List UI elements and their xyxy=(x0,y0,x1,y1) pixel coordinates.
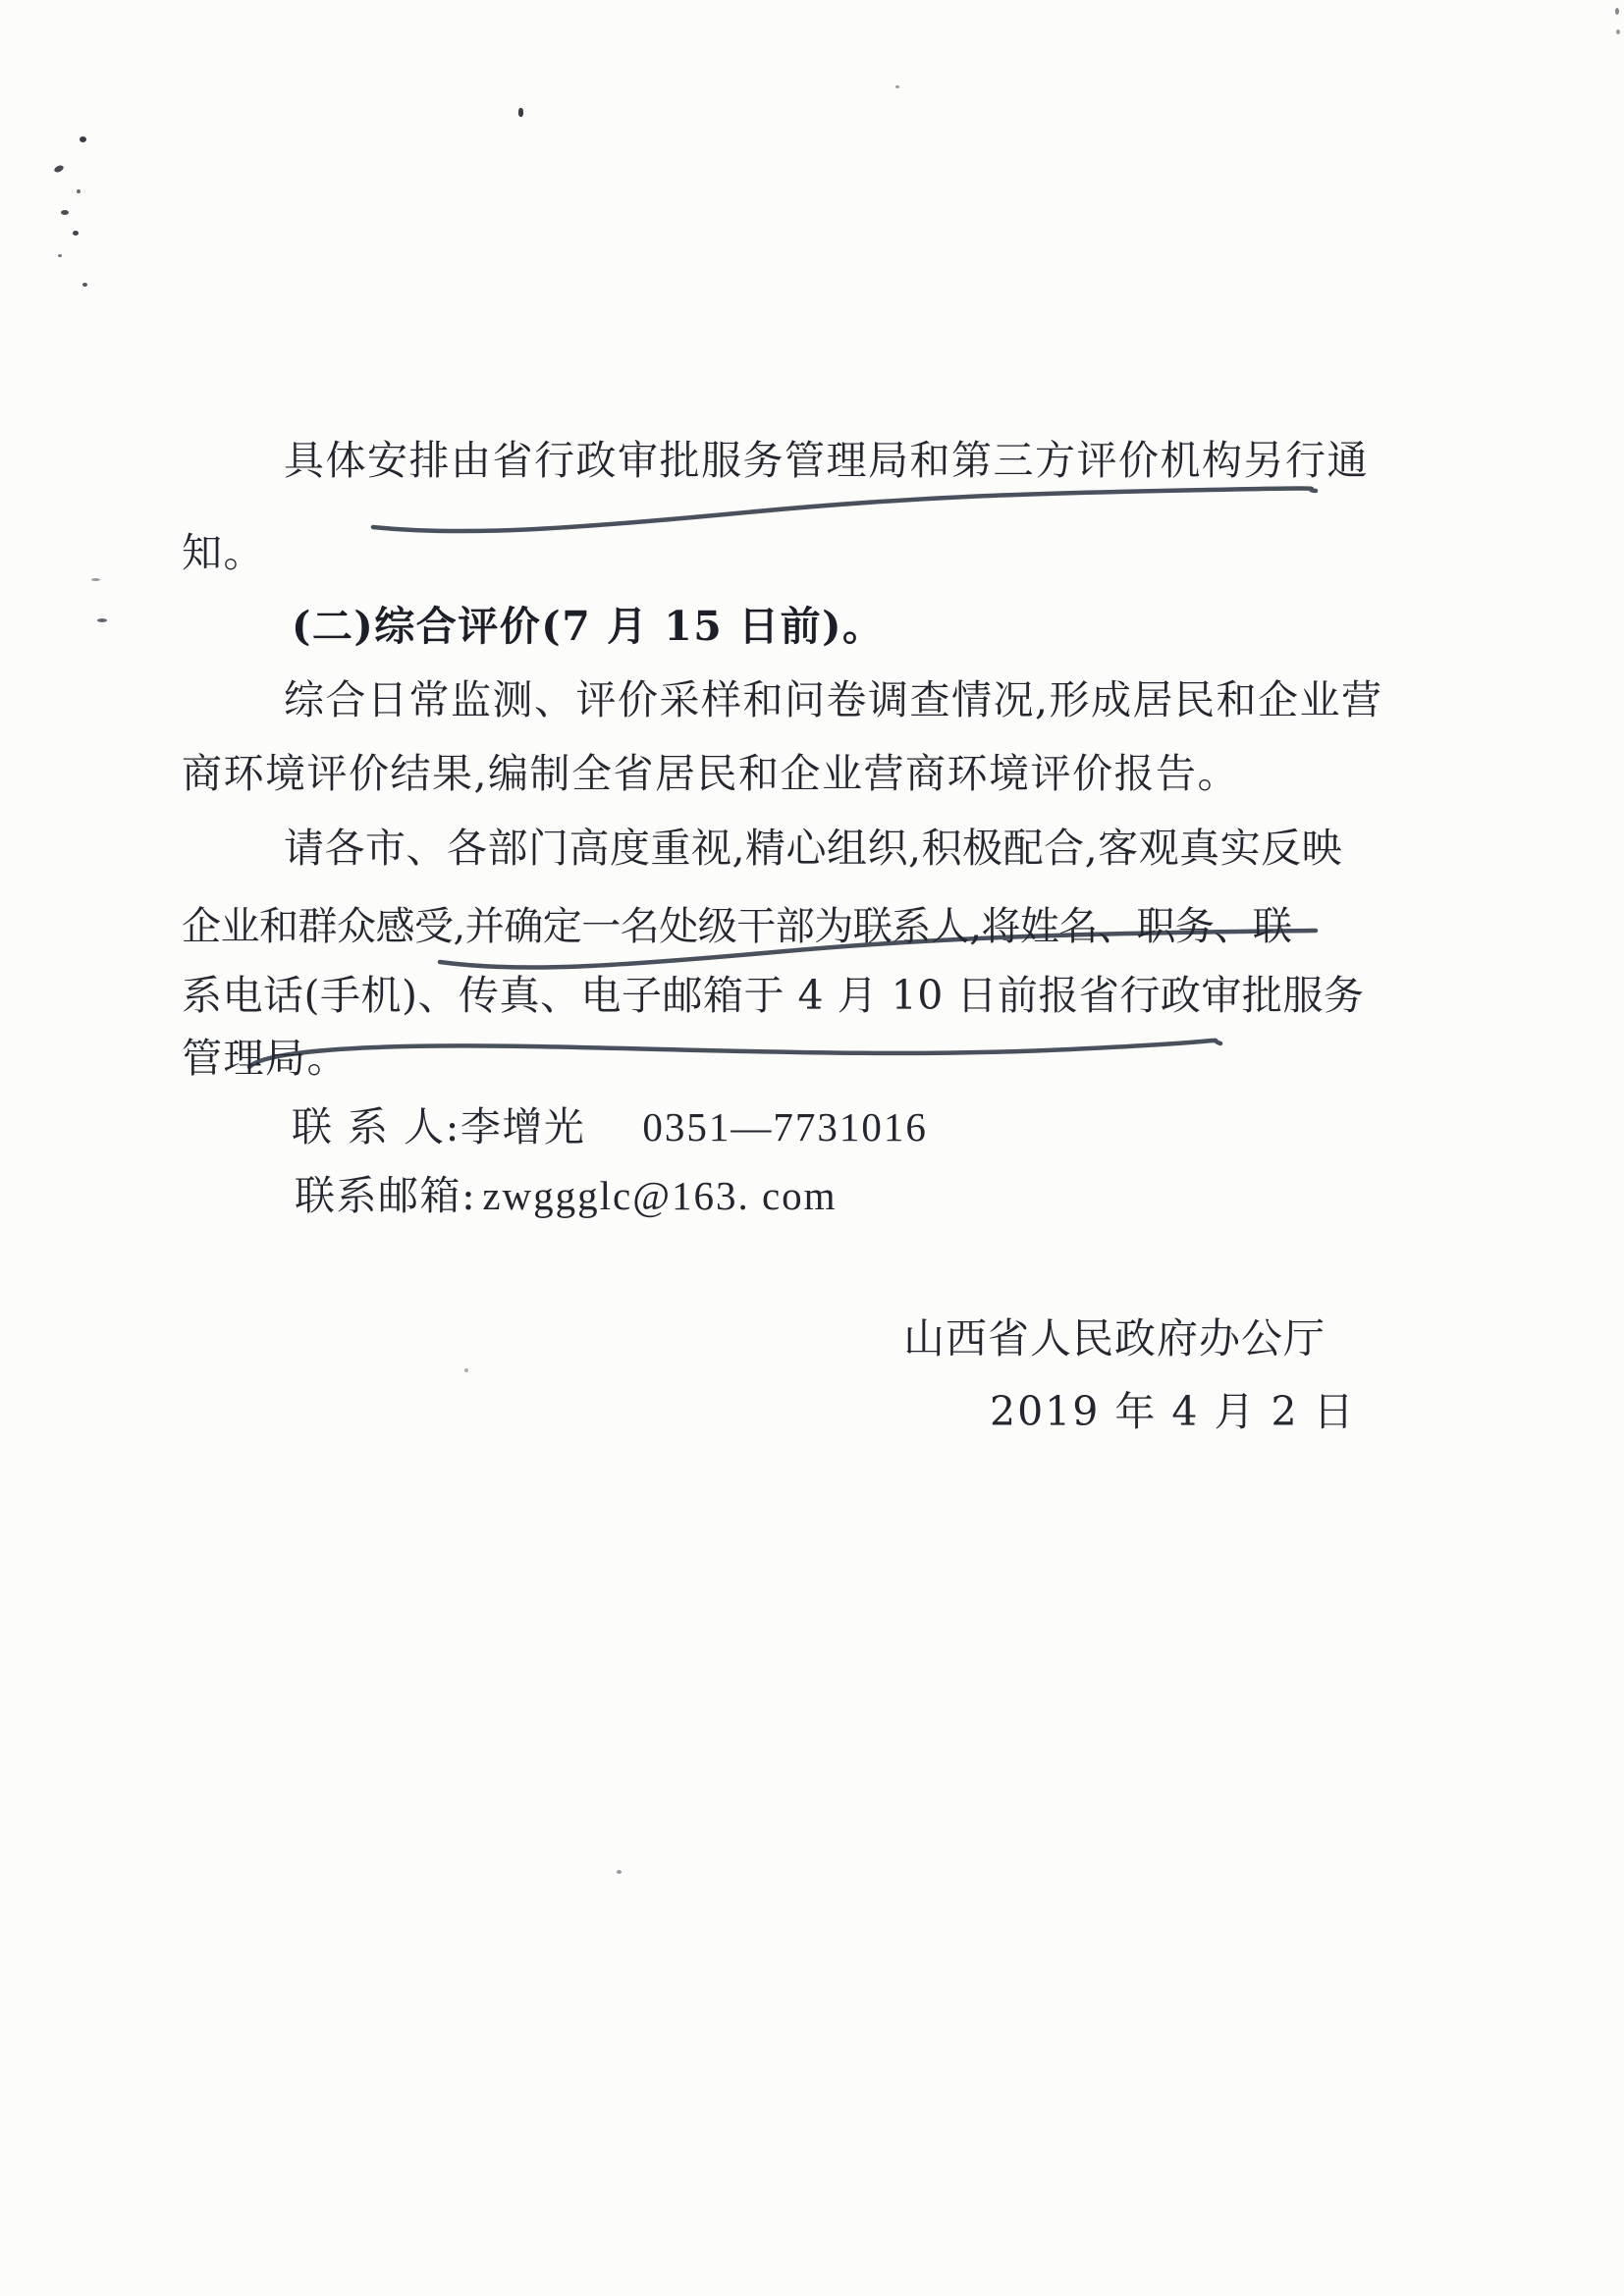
ink-speck xyxy=(1616,29,1620,34)
contact-person-name: 李增光 xyxy=(460,1103,586,1150)
body-line: 请各市、各部门高度重视,精心组织,积极配合,客观真实反映 xyxy=(284,825,1343,872)
body-line: 具体安排由省行政审批服务管理局和第三方评价机构另行通 xyxy=(284,437,1369,484)
ink-speck xyxy=(53,164,65,174)
ink-speck xyxy=(80,136,86,142)
ink-speck xyxy=(518,108,523,117)
contact-person-label: 联 系 人: xyxy=(292,1103,460,1150)
contact-person-line xyxy=(292,1101,928,1152)
contact-phone: 0351—7731016 xyxy=(642,1104,928,1149)
ink-speck xyxy=(464,1368,468,1372)
section-heading: (二)综合评价(7 月 15 日前)。 xyxy=(292,603,885,650)
body-line: 系电话(手机)、传真、电子邮箱于 4 月 10 日前报省行政审批服务 xyxy=(182,972,1365,1019)
hand-drawn-underline xyxy=(249,1041,1220,1067)
ink-speck xyxy=(58,254,62,257)
body-line: 管理局。 xyxy=(182,1035,349,1082)
ink-speck xyxy=(61,210,69,215)
body-line: 知。 xyxy=(182,529,265,576)
ink-speck xyxy=(91,578,100,581)
hand-drawn-underline xyxy=(373,488,1316,531)
ink-speck xyxy=(73,231,79,236)
ink-speck xyxy=(82,283,87,287)
ink-speck xyxy=(97,618,107,622)
signature-organization: 山西省人民政府办公厅 xyxy=(903,1314,1326,1362)
ink-speck xyxy=(77,189,81,193)
ink-speck xyxy=(617,1870,622,1874)
contact-email-line xyxy=(295,1170,838,1221)
ink-speck xyxy=(895,85,899,88)
contact-email-label: 联系邮箱: xyxy=(295,1172,477,1219)
body-line: 企业和群众感受,并确定一名处级干部为联系人,将姓名、职务、联 xyxy=(182,904,1292,949)
signature-date: 2019 年 4 月 2 日 xyxy=(990,1388,1356,1435)
body-line: 综合日常监测、评价采样和问卷调查情况,形成居民和企业营 xyxy=(284,676,1383,723)
body-line: 商环境评价结果,编制全省居民和企业营商环境评价报告。 xyxy=(182,750,1240,797)
contact-email: zwggglc@163. com xyxy=(482,1173,838,1218)
ink-speck xyxy=(1615,8,1619,15)
